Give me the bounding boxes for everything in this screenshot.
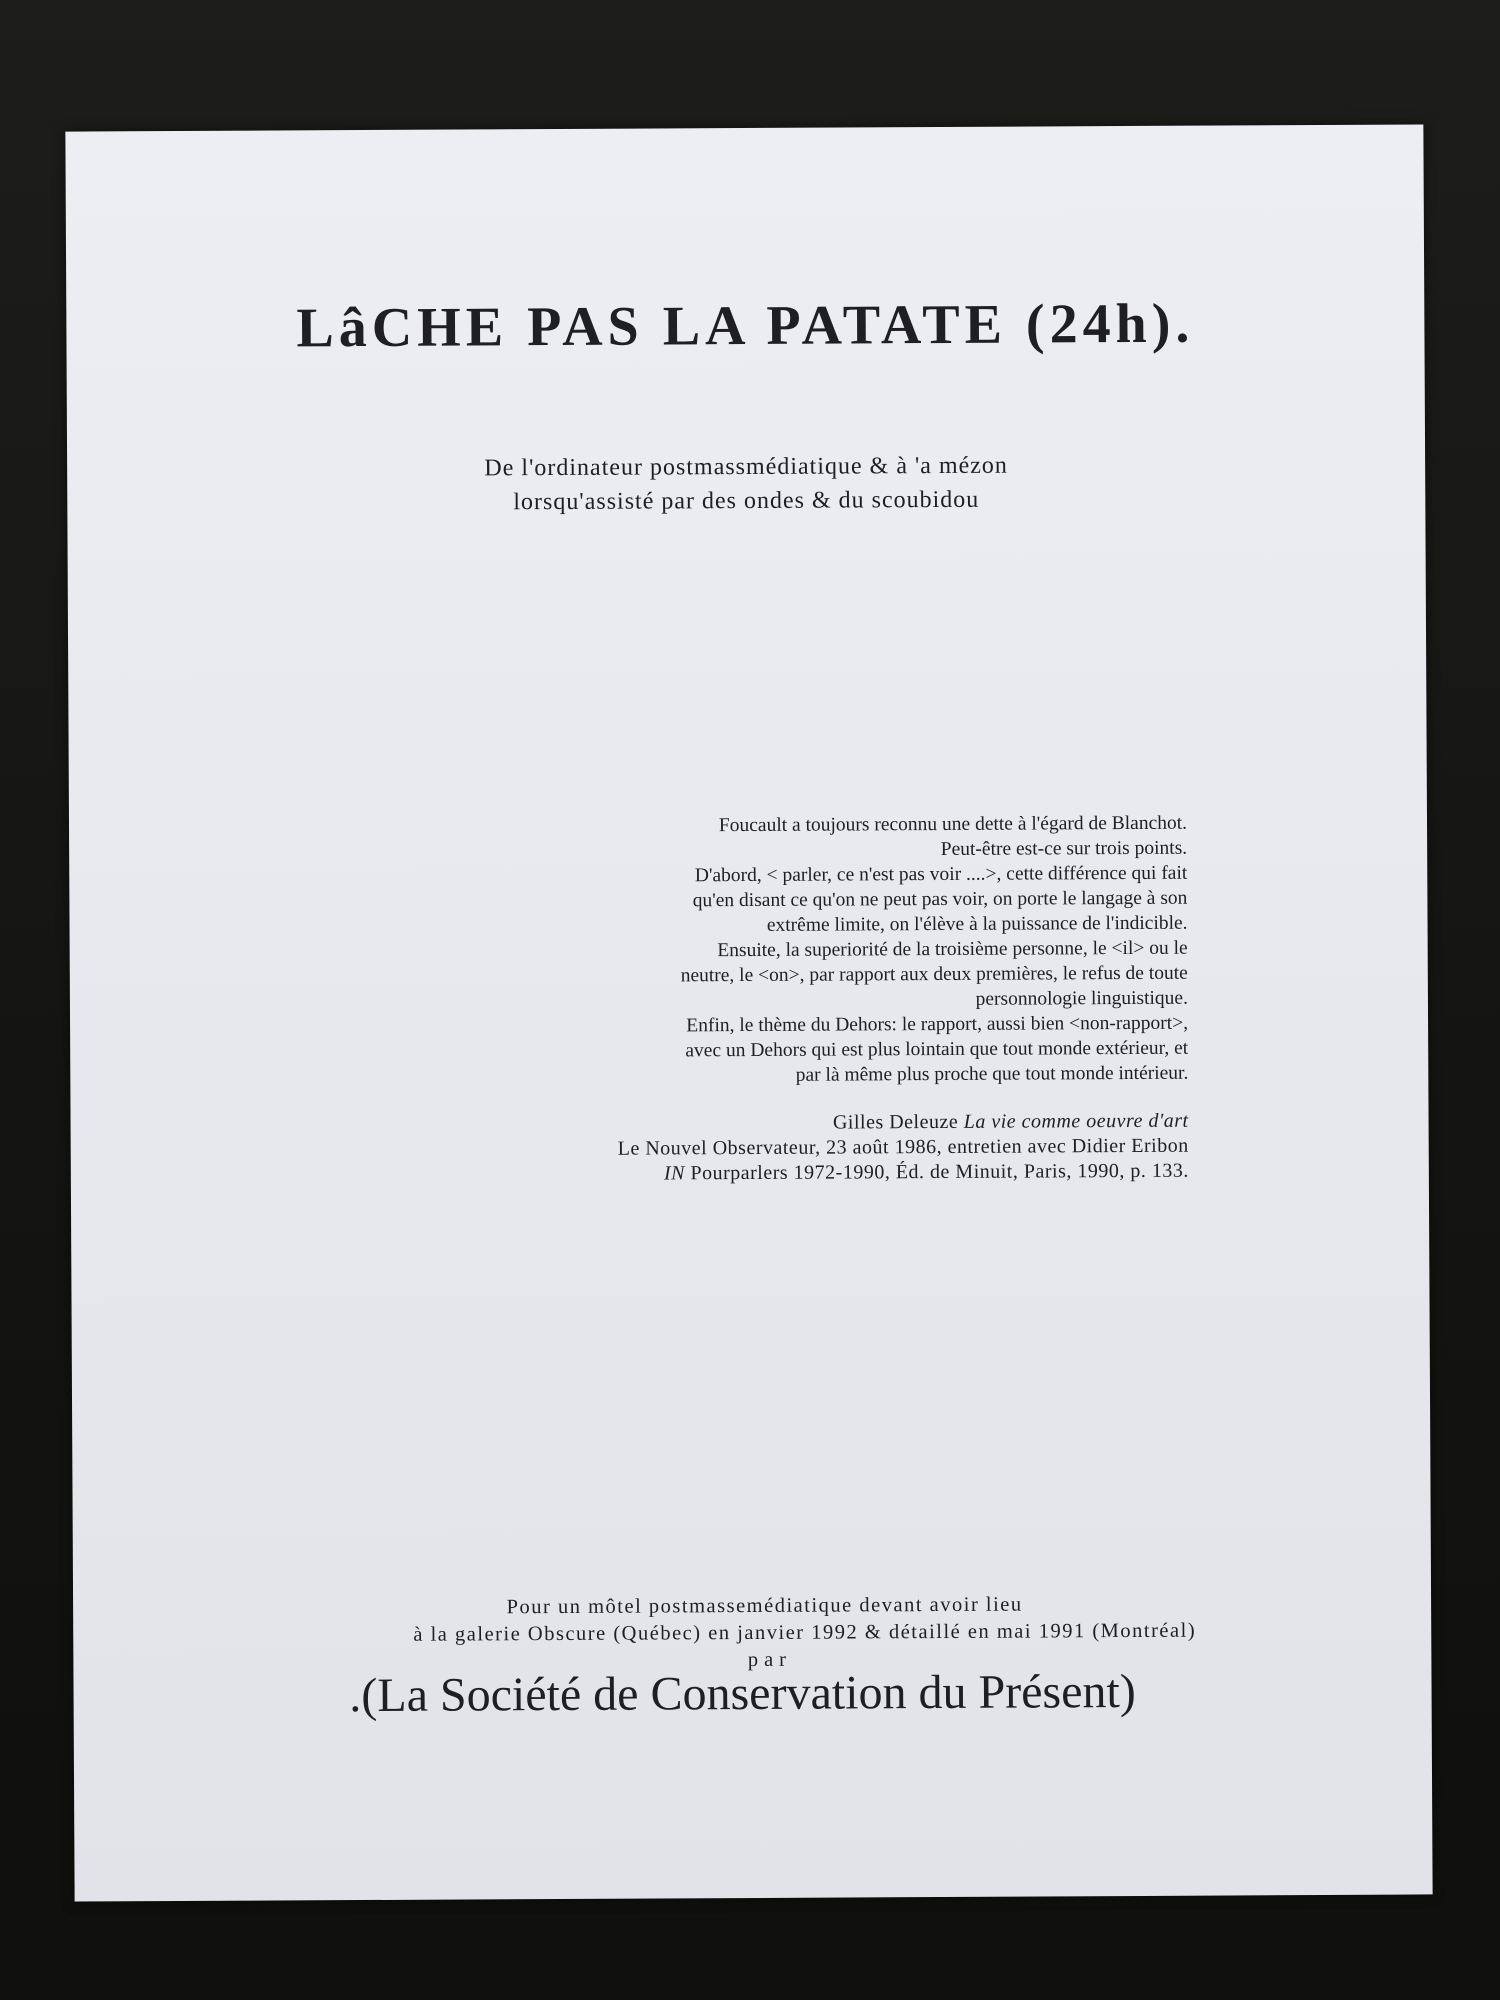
society-name: .(La Société de Conservation du Présent) (349, 1664, 1136, 1723)
quote-citation (289, 1109, 1189, 1189)
quote-line: neutre, le <on>, par rapport aux deux premières, le refus de toute (680, 962, 1188, 987)
citation-book: Pourparlers 1972-1990, Éd. de Minuit, Paris, 1990, p. 133. (690, 1159, 1189, 1185)
quote-line: Peut-être est-ce sur trois points. (940, 837, 1188, 860)
footer-line: à la galerie Obscure (Québec) en janvier 1992 & détaillé en mai 1991 (Montréal) (413, 1619, 1197, 1646)
quote-line: personnologie linguistique. (975, 987, 1188, 1010)
subtitle (67, 446, 1425, 521)
subtitle-line: lorsqu'assisté par des ondes & du scoubidou (513, 486, 980, 516)
citation-line-3 (289, 1159, 1189, 1189)
footer-line: Pour un môtel postmassemédiatique devant avoir lieu (506, 1593, 1023, 1619)
citation-in-label: IN (663, 1162, 685, 1185)
subtitle-line: De l'ordinateur postmassmédiatique & à 'a mézon (484, 452, 1008, 482)
quote-line: avec un Dehors qui est plus lointain que tout monde extérieur, et (685, 1037, 1189, 1062)
citation-line-2: Le Nouvel Observateur, 23 août 1986, entretien avec Didier Eribon (617, 1134, 1189, 1160)
quote-line: Ensuite, la superiorité de la troisième personne, le <il> ou le (717, 937, 1188, 962)
quote-line: extrême limite, on l'élève à la puissance de l'indicible. (766, 912, 1188, 936)
paper-sheet (65, 124, 1432, 1901)
document-title: LâCHE PAS LA PATATE (24h). (296, 292, 1195, 360)
quote-line: Foucault a toujours reconnu une dette à l'égard de Blanchot. (718, 812, 1188, 837)
quote-line: Enfin, le thème du Dehors: le rapport, aussi bien <non-rapport>, (686, 1012, 1189, 1037)
citation-work: La vie comme oeuvre d'art (963, 1109, 1189, 1133)
citation-author: Gilles Deleuze (832, 1110, 959, 1134)
quote-line: par là même plus proche que tout monde intérieur. (795, 1062, 1189, 1086)
footer-line: par (747, 1648, 793, 1672)
quote-line: qu'en disant ce qu'on ne peut pas voir, on porte le langage à son (692, 887, 1188, 912)
deleuze-quote (467, 811, 1188, 1090)
quote-line: D'abord, < parler, ce n'est pas voir ....>, cette différence qui fait (694, 862, 1188, 887)
